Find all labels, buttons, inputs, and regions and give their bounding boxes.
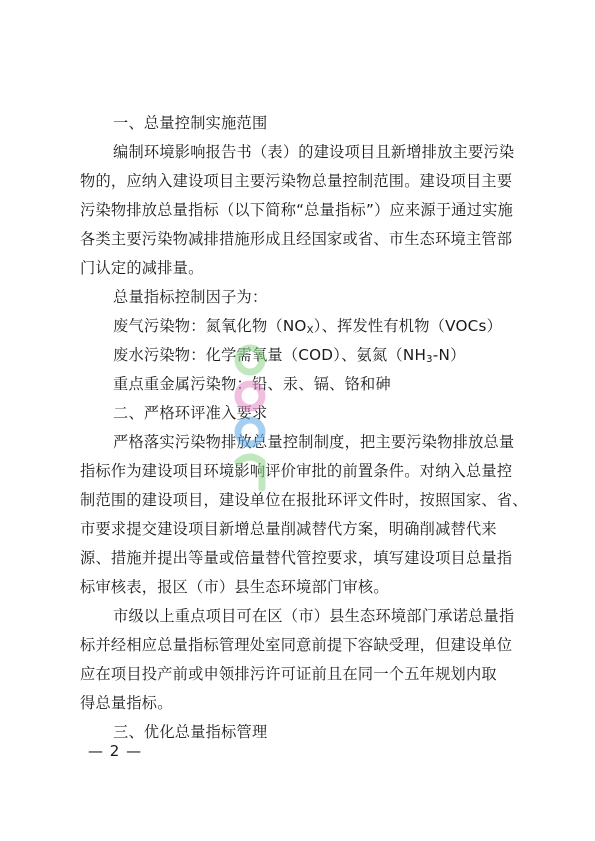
- paragraph-line: 得总量指标。: [80, 694, 173, 712]
- paragraph-line: 市级以上重点项目可在区（市）县生态环境部门承诺总量指: [113, 607, 515, 625]
- paragraph-line: 污染物排放总量指标（以下简称“总量指标”）应来源于通过实施: [80, 201, 514, 219]
- nh3-subscript: 3: [426, 354, 433, 365]
- section-2-heading: 二、严格环评准入要求: [113, 404, 268, 422]
- heavy-metals-line: 重点重金属污染物：铅、汞、镉、铬和砷: [113, 375, 391, 393]
- air-pollutants-prefix: 废气污染物：氮氧化物（NO: [113, 317, 307, 335]
- paragraph-line: 编制环境影响报告书（表）的建设项目且新增排放主要污染: [113, 143, 515, 161]
- water-pollutants-line: [0, 345, 595, 370]
- page-number: — 2 —: [88, 742, 143, 760]
- section-3-heading: 三、优化总量指标管理: [113, 723, 268, 741]
- control-factors-intro: 总量指标控制因子为：: [113, 288, 268, 306]
- paragraph-line: 标并经相应总量指标管理处室同意前提下容缺受理，但建设单位: [80, 636, 513, 654]
- air-pollutants-line: [0, 316, 595, 341]
- water-pollutants-prefix: 废水污染物：化学需氧量（COD）、氨氮（NH: [113, 346, 427, 364]
- paragraph-line: 指标作为建设项目环境影响评价审批的前置条件。对纳入总量控: [80, 462, 513, 480]
- paragraph-line: 源、措施并提出等量或倍量替代管控要求，填写建设项目总量指: [80, 549, 513, 567]
- paragraph-line: 各类主要污染物减排措施形成且经国家或省、市生态环境主管部: [80, 230, 513, 248]
- nox-subscript: X: [306, 325, 314, 336]
- paragraph-line: 物的，应纳入建设项目主要污染物总量控制范围。建设项目主要: [80, 172, 513, 190]
- paragraph-line: 市要求提交建设项目新增总量削减替代方案，明确削减替代来: [80, 520, 497, 538]
- paragraph-line: 严格落实污染物排放总量控制制度，把主要污染物排放总量: [113, 433, 515, 451]
- paragraph-line: 应在项目投产前或申领排污许可证前且在同一个五年规划内取: [80, 665, 497, 683]
- paragraph-line: 制范围的建设项目，建设单位在报批环评文件时，按照国家、省、: [80, 491, 528, 509]
- paragraph-line: 标审核表，报区（市）县生态环境部门审核。: [80, 578, 389, 596]
- water-pollutants-suffix: -N）: [432, 346, 466, 364]
- air-pollutants-suffix: ）、挥发性有机物（VOCs）: [313, 317, 503, 335]
- section-1-heading: 一、总量控制实施范围: [113, 114, 268, 132]
- paragraph-line: 门认定的减排量。: [80, 259, 204, 277]
